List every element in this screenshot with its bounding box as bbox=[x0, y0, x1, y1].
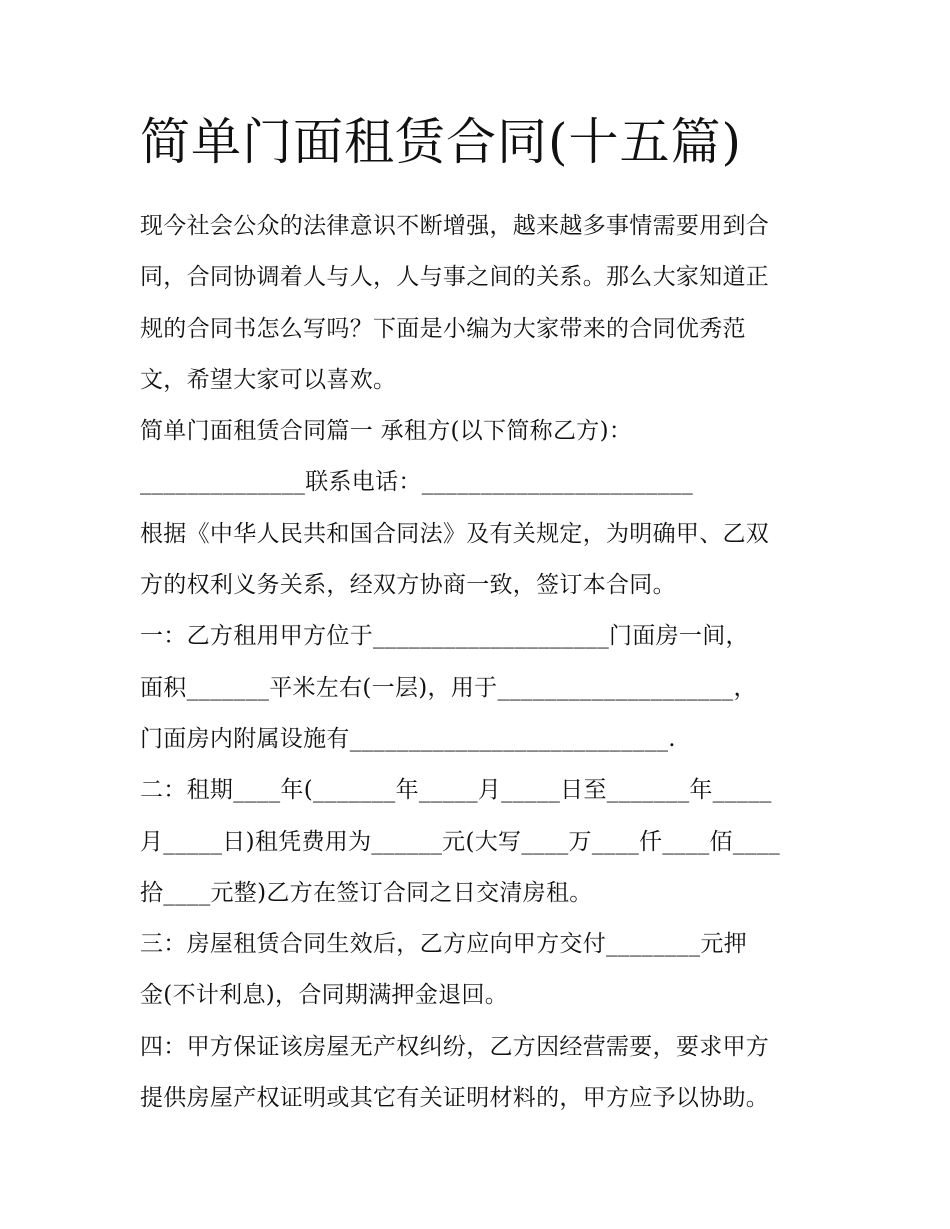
paragraph-line: 规的合同书怎么写吗？下面是小编为大家带来的合同优秀范 bbox=[140, 315, 746, 342]
document-title: 简单门面租赁合同(十五篇) bbox=[140, 113, 743, 171]
clause-line: 门面房内附属设施有___________________________. bbox=[140, 725, 676, 752]
clause-line: 月_____日)租凭费用为______元(大写____万____仟____佰____ bbox=[140, 828, 781, 855]
clause-line: 提供房屋产权证明或其它有关证明材料的，甲方应予以协助。 bbox=[140, 1085, 770, 1112]
paragraph-line: 同，合同协调着人与人，人与事之间的关系。那么大家知道正 bbox=[140, 264, 770, 291]
clause-line: 金(不计利息)，合同期满押金退回。 bbox=[140, 982, 509, 1009]
clause-line: 四：甲方保证该房屋无产权纠纷，乙方因经营需要，要求甲方 bbox=[140, 1033, 770, 1060]
clause-line: 三：房屋租赁合同生效后，乙方应向甲方交付________元押 bbox=[140, 931, 747, 958]
clause-line: 二：租期____年(_______年_____月_____日至_______年_____ bbox=[140, 777, 772, 804]
paragraph-line: 现今社会公众的法律意识不断增强，越来越多事情需要用到合 bbox=[140, 213, 770, 239]
clause-line: 一：乙方租用甲方位于____________________门面房一间， bbox=[140, 623, 749, 650]
paragraph-line: 方的权利义务关系，经双方协商一致，签订本合同。 bbox=[140, 572, 676, 599]
contact-fill-line: ______________联系电话：_______________________ bbox=[140, 469, 694, 496]
paragraph-line: 根据《中华人民共和国合同法》及有关规定，为明确甲、乙双 bbox=[140, 520, 770, 547]
section-heading-line: 简单门面租赁合同篇一 承租方(以下简称乙方)： bbox=[140, 418, 633, 445]
clause-line: 面积_______平米左右(一层)，用于____________________， bbox=[140, 674, 757, 701]
paragraph-line: 文，希望大家可以喜欢。 bbox=[140, 366, 397, 393]
document-body bbox=[140, 201, 830, 1124]
clause-line: 拾____元整)乙方在签订合同之日交清房租。 bbox=[140, 879, 593, 906]
